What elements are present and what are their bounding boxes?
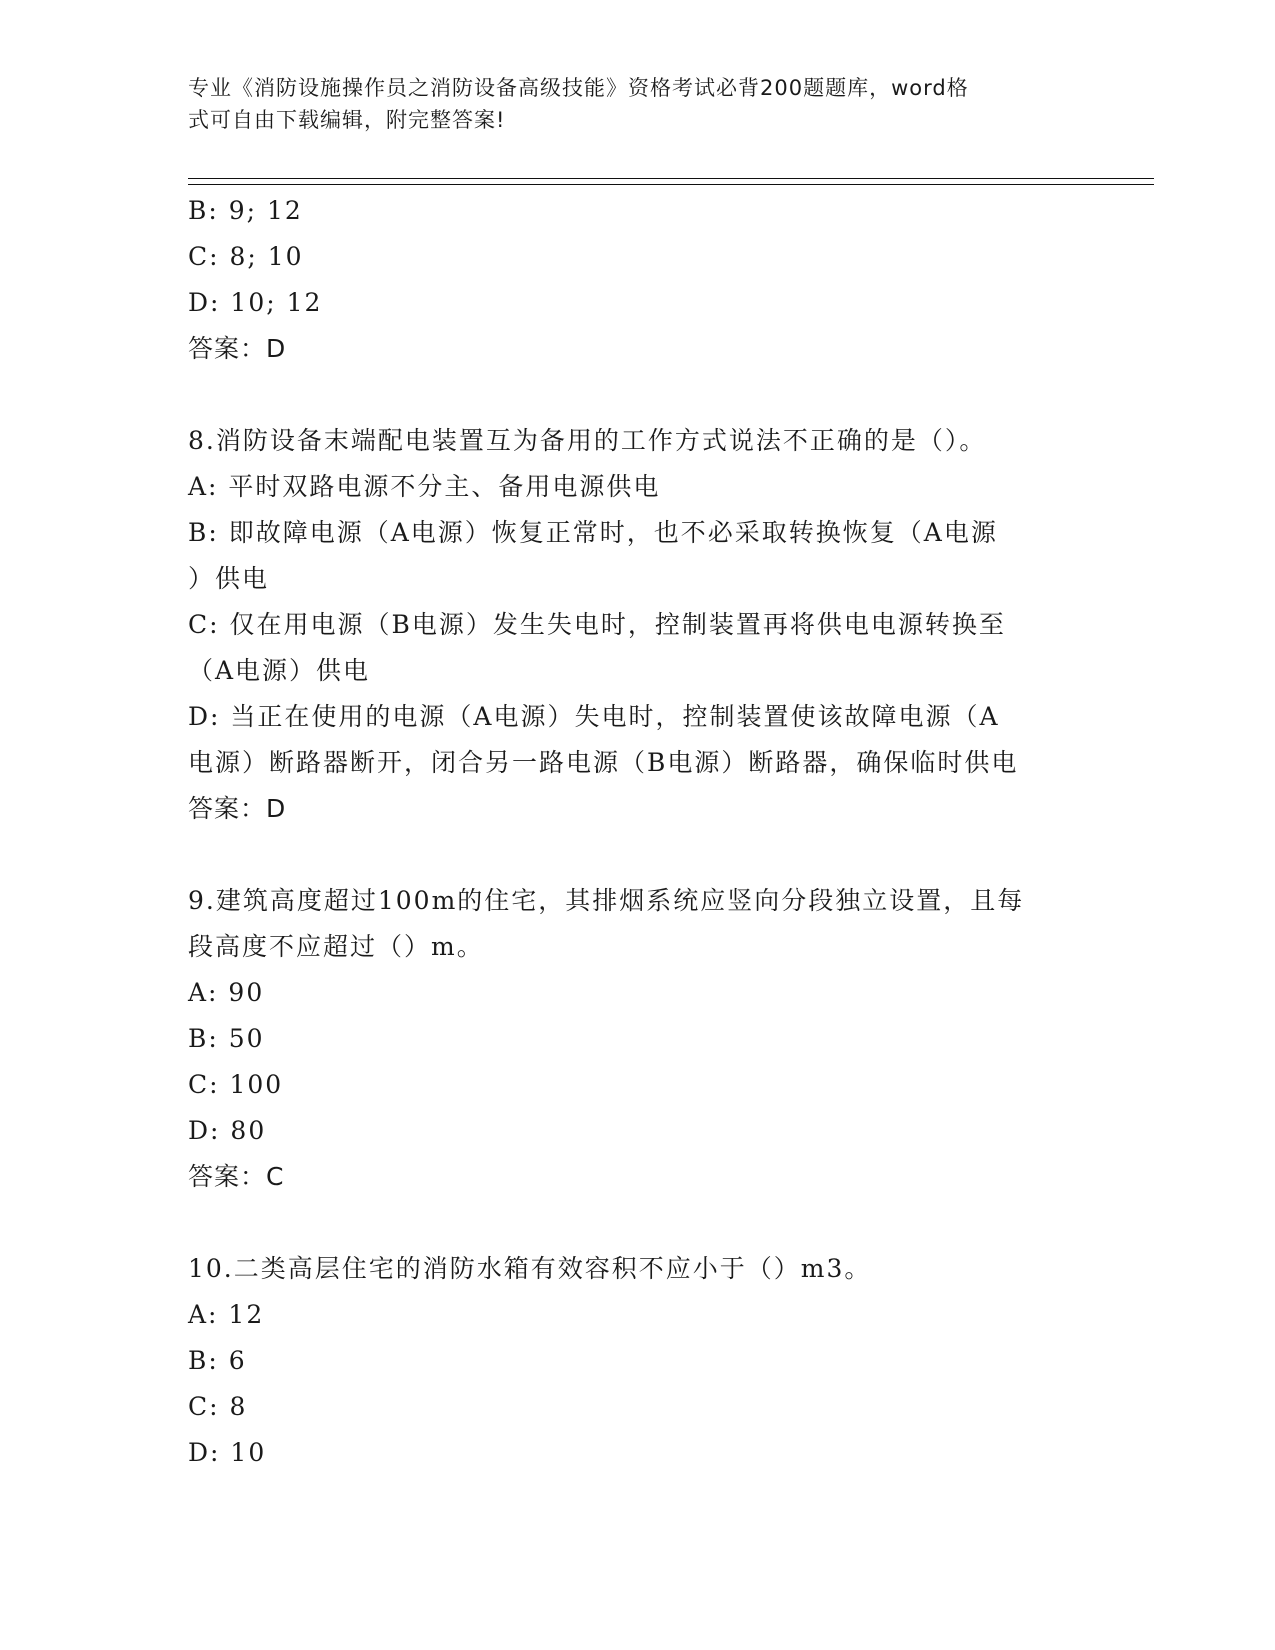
option-c: C: 100 bbox=[188, 1070, 284, 1099]
question-content bbox=[188, 188, 1088, 1476]
spacer bbox=[188, 1200, 1088, 1246]
question-10 bbox=[188, 1246, 1088, 1476]
option-d-line-2: 电源）断路器断开，闭合另一路电源（B电源）断路器，确保临时供电 bbox=[188, 748, 1019, 777]
option-b-line-1: B: 即故障电源（A电源）恢复正常时，也不必采取转换恢复（A电源 bbox=[188, 518, 998, 547]
option-b: B: 9; 12 bbox=[188, 196, 303, 225]
spacer bbox=[188, 372, 1088, 418]
answer: 答案：C bbox=[188, 1162, 285, 1191]
option-d: D: 80 bbox=[188, 1116, 267, 1145]
question-7 bbox=[188, 188, 1088, 372]
question-stem: 8.消防设备末端配电装置互为备用的工作方式说法不正确的是（）。 bbox=[188, 426, 987, 455]
question-8 bbox=[188, 418, 1088, 832]
header-rule-bottom bbox=[188, 184, 1154, 185]
option-c: C: 8 bbox=[188, 1392, 248, 1421]
option-a: A: 12 bbox=[188, 1300, 265, 1329]
option-c-line-1: C: 仅在用电源（B电源）发生失电时，控制装置再将供电电源转换至 bbox=[188, 610, 1006, 639]
option-c-line-2: （A电源）供电 bbox=[188, 656, 371, 685]
option-d: D: 10; 12 bbox=[188, 288, 323, 317]
question-9 bbox=[188, 878, 1088, 1200]
question-stem-line-1: 9.建筑高度超过100m的住宅，其排烟系统应竖向分段独立设置，且每 bbox=[188, 886, 1025, 915]
option-a: A: 平时双路电源不分主、备用电源供电 bbox=[188, 472, 661, 501]
answer: 答案：D bbox=[188, 794, 287, 823]
spacer bbox=[188, 832, 1088, 878]
option-b-line-2: ）供电 bbox=[188, 564, 270, 593]
answer: 答案：D bbox=[188, 334, 287, 363]
question-stem-line-2: 段高度不应超过（）m。 bbox=[188, 932, 484, 961]
option-d: D: 10 bbox=[188, 1438, 267, 1467]
option-b: B: 50 bbox=[188, 1024, 265, 1053]
option-a: A: 90 bbox=[188, 978, 265, 1007]
question-stem: 10.二类高层住宅的消防水箱有效容积不应小于（）m3。 bbox=[188, 1254, 872, 1283]
option-b: B: 6 bbox=[188, 1346, 247, 1375]
header-rule-top bbox=[188, 178, 1154, 179]
header-line-1: 专业《消防设施操作员之消防设备高级技能》资格考试必背200题题库，word格 bbox=[188, 76, 969, 100]
page-header bbox=[188, 72, 1068, 136]
header-line-2: 式可自由下载编辑，附完整答案! bbox=[188, 108, 506, 132]
option-d-line-1: D: 当正在使用的电源（A电源）失电时，控制装置使该故障电源（A bbox=[188, 702, 1000, 731]
option-c: C: 8; 10 bbox=[188, 242, 304, 271]
